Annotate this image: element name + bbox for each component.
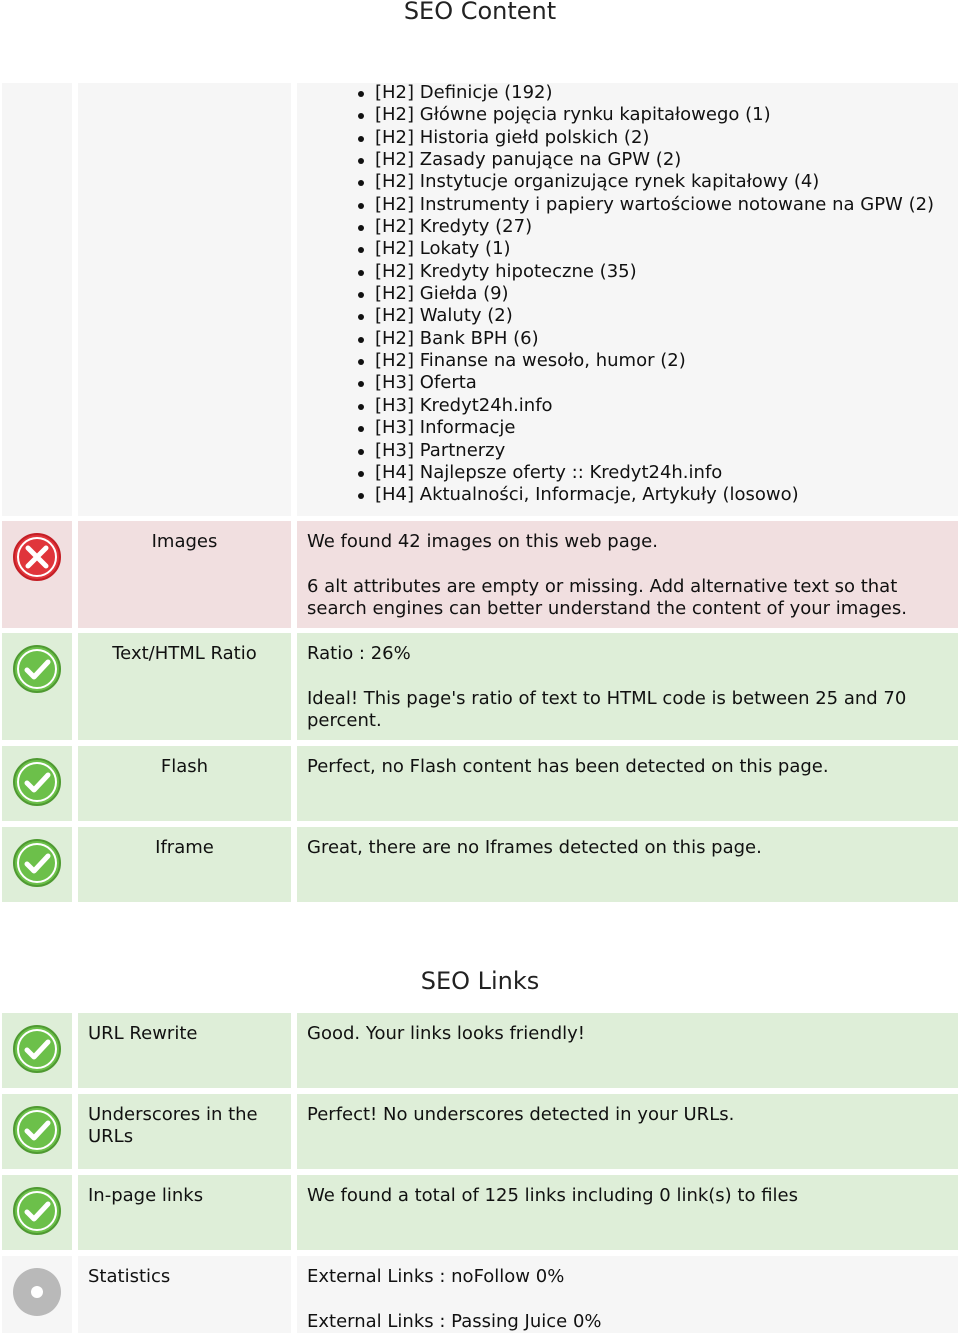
inpage-links-body [297,1175,958,1250]
statistics-nofollow-text: External Links : noFollow 0% [307,1266,565,1287]
statistics-body [297,1256,958,1333]
heading-list-item: [H4] Aktualności, Informacje, Artykuły (losowo) [375,484,958,506]
heading-list-item: [H2] Definicje (192) [375,82,958,104]
url-rewrite-text: Good. Your links looks friendly! [307,1023,585,1044]
headings-icon-cell [2,83,72,516]
heading-list-item: [H3] Kredyt24h.info [375,395,958,417]
heading-list-item: [H2] Instytucje organizujące rynek kapitałowy (4) [375,171,958,193]
heading-list-item: [H2] Bank BPH (6) [375,328,958,350]
heading-list-item: [H2] Finanse na wesoło, humor (2) [375,350,958,372]
images-alt-text: 6 alt attributes are empty or missing. Add alternative text so that search engines can better understand the content of your images. [307,576,907,619]
url-rewrite-row [0,1013,960,1088]
inpage-links-text: We found a total of 125 links including 0 link(s) to files [307,1185,799,1206]
inpage-links-status-cell [2,1175,72,1250]
ratio-row [0,633,960,740]
underscores-row [0,1094,960,1169]
check-circle-icon [11,643,63,695]
iframe-text: Great, there are no Iframes detected on this page. [307,837,762,858]
heading-list-item: [H2] Kredyty hipoteczne (35) [375,261,958,283]
inpage-links-row [0,1175,960,1250]
images-found-text: We found 42 images on this web page. [307,531,658,552]
underscores-text: Perfect! No underscores detected in your URLs. [307,1104,735,1125]
seo-content-title: SEO Content [403,0,557,25]
dot-circle-icon [11,1266,63,1318]
statistics-row [0,1256,960,1333]
check-circle-icon [11,1023,63,1075]
check-circle-icon [11,837,63,889]
heading-list-item: [H3] Partnerzy [375,440,958,462]
ratio-advice-text: Ideal! This page's ratio of text to HTML code is between 25 and 70 percent. [307,688,907,731]
heading-list-item: [H2] Lokaty (1) [375,238,958,260]
ratio-label: Text/HTML Ratio [78,633,291,740]
ratio-body [297,633,958,740]
iframe-status-cell [2,827,72,902]
heading-list-item: [H3] Oferta [375,372,958,394]
check-circle-icon [11,1104,63,1156]
underscores-status-cell [2,1094,72,1169]
flash-label: Flash [78,746,291,821]
images-status-cell [2,521,72,628]
underscores-body [297,1094,958,1169]
heading-list-item: [H2] Historia giełd polskich (2) [375,127,958,149]
headings-label-cell [78,83,291,516]
flash-text: Perfect, no Flash content has been detected on this page. [307,756,829,777]
url-rewrite-body [297,1013,958,1088]
headings-body-cell [297,83,958,516]
url-rewrite-label: URL Rewrite [78,1013,291,1088]
heading-list-item: [H2] Waluty (2) [375,305,958,327]
images-row [0,521,960,628]
heading-list-item: [H2] Giełda (9) [375,283,958,305]
ratio-status-cell [2,633,72,740]
statistics-juice-text: External Links : Passing Juice 0% [307,1311,602,1332]
headings-row [0,83,960,516]
ratio-value-text: Ratio : 26% [307,643,411,664]
check-circle-icon [11,756,63,808]
images-label: Images [78,521,291,628]
inpage-links-label: In-page links [78,1175,291,1250]
x-circle-icon [11,531,63,583]
seo-links-title: SEO Links [420,967,540,995]
flash-row [0,746,960,821]
url-rewrite-status-cell [2,1013,72,1088]
underscores-label: Underscores in the URLs [78,1094,291,1169]
heading-list-item: [H3] Informacje [375,417,958,439]
statistics-label: Statistics [78,1256,291,1333]
iframe-body [297,827,958,902]
heading-list-item: [H2] Instrumenty i papiery wartościowe notowane na GPW (2) [375,194,958,216]
iframe-row [0,827,960,902]
headings-list [297,82,958,507]
flash-body [297,746,958,821]
statistics-status-cell [2,1256,72,1333]
heading-list-item: [H2] Kredyty (27) [375,216,958,238]
heading-list-item: [H2] Zasady panujące na GPW (2) [375,149,958,171]
images-body [297,521,958,628]
heading-list-item: [H2] Główne pojęcia rynku kapitałowego (1) [375,104,958,126]
flash-status-cell [2,746,72,821]
heading-list-item: [H4] Najlepsze oferty :: Kredyt24h.info [375,462,958,484]
iframe-label: Iframe [78,827,291,902]
check-circle-icon [11,1185,63,1237]
